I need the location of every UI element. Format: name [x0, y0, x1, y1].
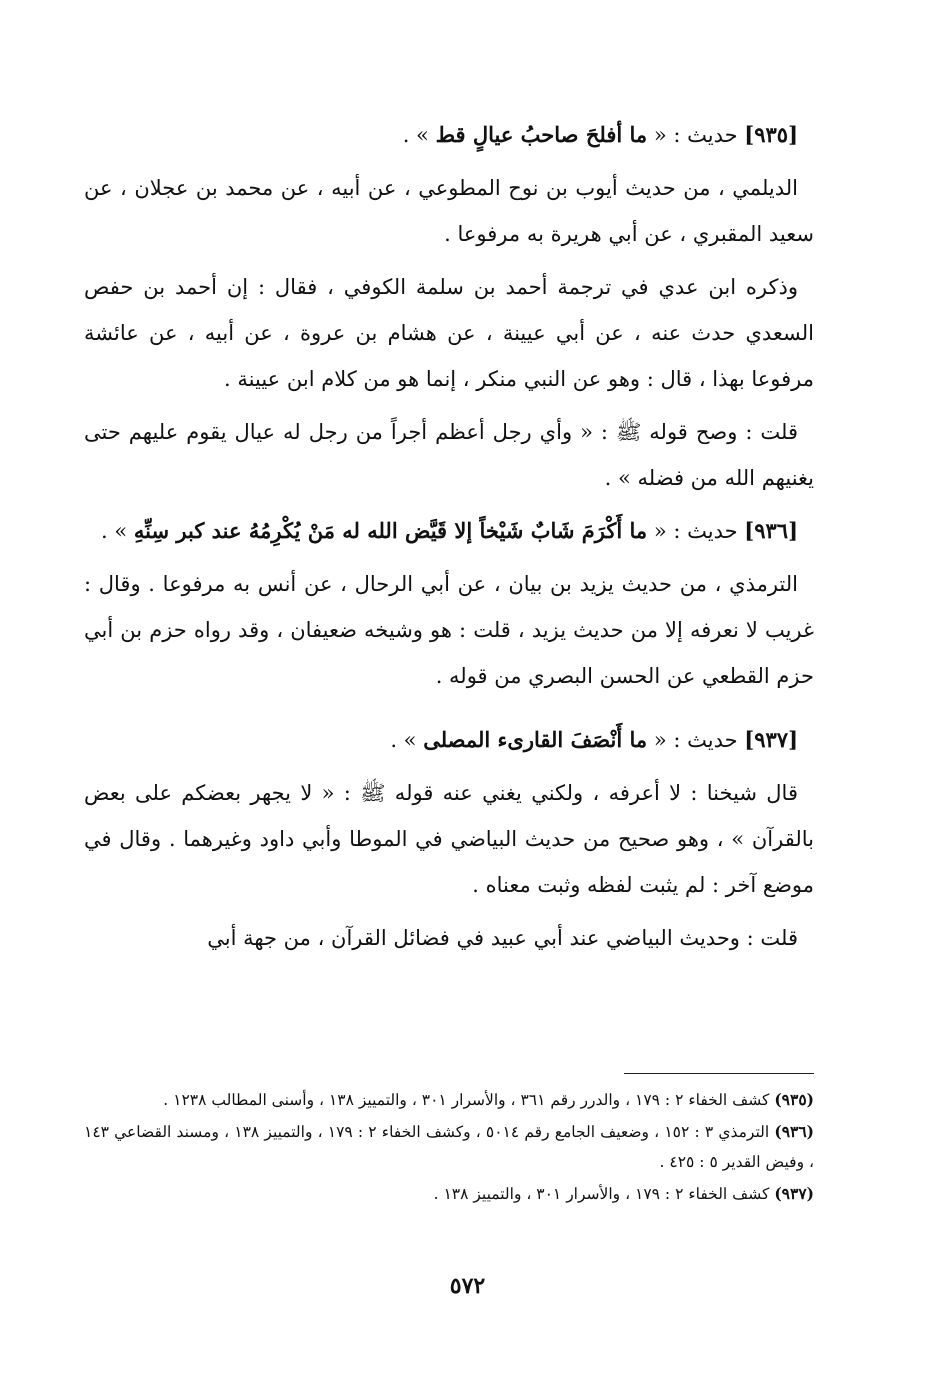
hadith-heading-935: [84, 112, 814, 158]
footnote-text: الترمذي ٣ : ١٥٢ ، وضعيف الجامع رقم ٥٠١٤ ، وكشف الخفاء ٢ : ١٧٩ ، والتمييز ١٣٨ ، ومسند القضاعي ١٤٣ ، وفيض القدير ٥ : ٤٢٥ .: [84, 1123, 814, 1171]
hadith-heading-936: [84, 508, 814, 554]
footnote-divider: [624, 1073, 814, 1074]
hadith-intro: حديث : «: [647, 123, 745, 147]
hadith-intro: حديث : «: [647, 728, 745, 752]
footnote-937: [84, 1179, 814, 1209]
hadith-intro: حديث : «: [647, 519, 745, 543]
page-body: [84, 112, 814, 968]
hadith-number: [٩٣٦]: [744, 518, 798, 543]
footnote-number: (٩٣٥): [774, 1090, 814, 1109]
footnote-list: [84, 1085, 814, 1211]
commentary-paragraph: قلت : وصح قوله ﷺ : « وأي رجل أعظم أجراً من رجل له عيال يقوم عليهم حتى يغنيهم الله من فضله » .: [84, 420, 814, 490]
hadith-number: [٩٣٧]: [744, 727, 798, 752]
footnote-936: [84, 1117, 814, 1177]
page-number: ٥٧٢: [449, 1273, 486, 1299]
hadith-close: » .: [390, 728, 424, 752]
commentary-paragraph: الترمذي ، من حديث يزيد بن بيان ، عن أبي الرحال ، عن أنس به مرفوعا . وقال : غريب لا نعرفه إلا من حديث يزيد ، قلت : هو وشيخه ضعيفان ، وقد رواه حزم بن أبي حزم القطعي عن الحسن البصري من قوله .: [84, 572, 814, 688]
hadith-number: [٩٣٥]: [744, 122, 798, 147]
footnote-number: (٩٣٧): [774, 1184, 814, 1203]
hadith-close: » .: [402, 123, 436, 147]
commentary-paragraph: وذكره ابن عدي في ترجمة أحمد بن سلمة الكوفي ، فقال : إن أحمد بن حفص السعدي حدث عنه ، عن أبي عيينة ، عن هشام بن عروة ، عن أبيه ، عن عائشة مرفوعا بهذا ، قال : وهو عن النبي منكر ، إنما هو من كلام ابن عيينة .: [84, 275, 814, 391]
commentary-paragraph: قلت : وحديث البياضي عند أبي عبيد في فضائل القرآن ، من جهة أبي: [207, 926, 798, 950]
footnote-number: (٩٣٦): [774, 1122, 815, 1141]
hadith-text: ما أفلحَ صاحبُ عيالٍ قط: [435, 122, 648, 147]
commentary-paragraph: الديلمي ، من حديث أيوب بن نوح المطوعي ، عن أبيه ، عن محمد بن عجلان ، عن سعيد المقبري ، عن أبي هريرة به مرفوعا .: [84, 176, 814, 246]
footnote-935: [84, 1085, 814, 1115]
hadith-text: ما أَنْصَفَ القارىء المصلى: [423, 727, 648, 752]
hadith-heading-937: [84, 717, 814, 763]
hadith-close: » .: [101, 519, 134, 543]
footnote-text: كشف الخفاء ٢ : ١٧٩ ، والدرر رقم ٣٦١ ، والأسرار ٣٠١ ، والتمييز ١٣٨ ، وأسنى المطالب ١٢٣٨ .: [163, 1091, 775, 1109]
hadith-text: ما أَكْرَمَ شَابٌ شَيْخاً إلا قَيَّض الله له مَنْ يُكْرِمُهُ عند كبر سِنِّهِ: [133, 518, 648, 543]
commentary-paragraph: قال شيخنا : لا أعرفه ، ولكني يغني عنه قوله ﷺ : « لا يجهر بعضكم على بعض بالقرآن » ، وهو صحيح من حديث البياضي في الموطا وأبي داود وغيرهما . وقال في موضع آخر : لم يثبت لفظه وثبت معناه .: [84, 781, 814, 897]
footnote-text: كشف الخفاء ٢ : ١٧٩ ، والأسرار ٣٠١ ، والتمييز ١٣٨ .: [433, 1185, 775, 1203]
